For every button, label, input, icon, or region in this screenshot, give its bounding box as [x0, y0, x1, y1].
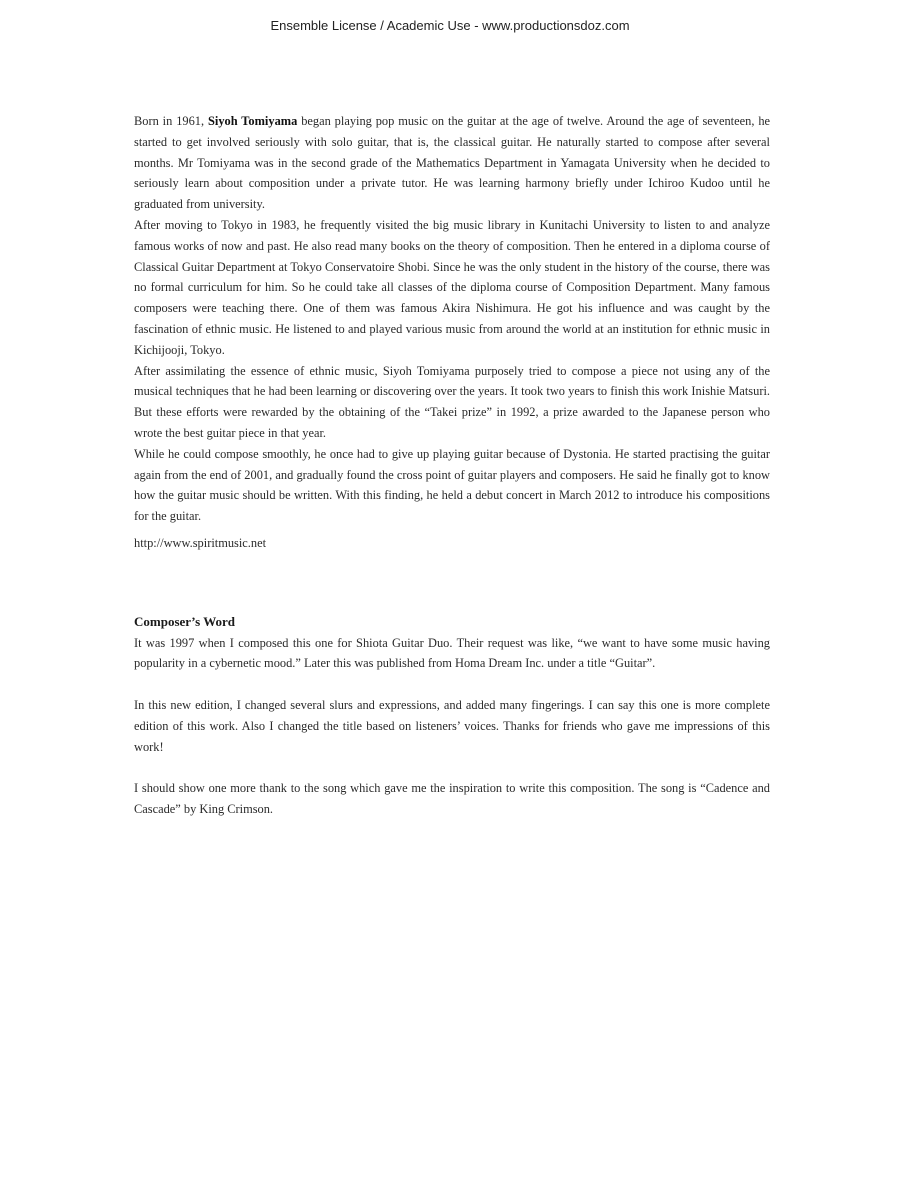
- composers-word-heading: Composer’s Word: [134, 613, 235, 629]
- bio-paragraph-4: While he could compose smoothly, he once had to give up playing guitar because of Dystonia. He started practising the guitar again from the end of 2001, and gradually found the cross point of guitar players and composers. He said he finally got to know how the guitar music should be written. With this finding, he held a debut concert in March 2012 to introduce his compositions for the guitar.: [134, 446, 770, 524]
- page-content: [134, 111, 770, 820]
- bio-intro-continued: began playing pop music on the guitar at the age of twelve. Around the age of seventeen, he started to get involved seriously with solo guitar, that is, the classical guitar. He naturally started to compose after several months. Mr Tomiyama was in the second grade of the Mathematics Department in Yamagata University when he decided to seriously learn about composition under a private tutor. He was learning harmony briefly under Ichiroo Kudoo until he graduated from university.: [134, 114, 771, 212]
- composers-word-section: [134, 612, 770, 820]
- composers-word-paragraph-1: It was 1997 when I composed this one for Shiota Guitar Duo. Their request was like, “we want to have some music having popularity in a cybernetic mood.” Later this was published from Homa Dream Inc. under a title “Guitar”.: [134, 635, 770, 671]
- bio-paragraph-1: [134, 111, 770, 215]
- bio-paragraph-2: After moving to Tokyo in 1983, he frequently visited the big music library in Kunitachi University to listen to and analyze famous works of now and past. He also read many books on the theory of composition. Then he entered in a diploma course of Classical Guitar Department at Tokyo Conservatoire Shobi. Since he was the only student in the history of the course, there was no formal curriculum for him. So he could take all classes of the diploma course of Composition Department. Many famous composers were teaching there. One of them was famous Akira Nishimura. He got his influence and was caught by the fascination of ethnic music. He listened to and played various music from around the world at an institution for ethnic music in Kichijooji, Tokyo.: [134, 217, 770, 357]
- composer-name: Siyoh Tomiyama: [208, 114, 298, 128]
- biography-section: [134, 111, 770, 554]
- website-url: http://www.spiritmusic.net: [134, 535, 267, 550]
- bio-intro-text: Born in 1961,: [134, 114, 208, 128]
- bio-paragraph-3: After assimilating the essence of ethnic music, Siyoh Tomiyama purposely tried to compose a piece not using any of the musical techniques that he had been learning or discovering over the years. It took two years to finish this work Inishie Matsuri. But these efforts were rewarded by the obtaining of the “Takei prize” in 1992, a prize awarded to the Japanese person who wrote the best guitar piece in that year.: [134, 363, 770, 440]
- composers-word-paragraph-3: I should show one more thank to the song which gave me the inspiration to write this composition. The song is “Cadence and Cascade” by King Crimson.: [134, 781, 770, 816]
- license-header: Ensemble License / Academic Use - www.productionsdoz.com: [270, 18, 630, 33]
- composers-word-paragraph-2: In this new edition, I changed several slurs and expressions, and added many fingerings. I can say this one is more complete edition of this work. Also I changed the title based on listeners’ voices. Thanks for friends who gave me impressions of this work!: [134, 697, 770, 754]
